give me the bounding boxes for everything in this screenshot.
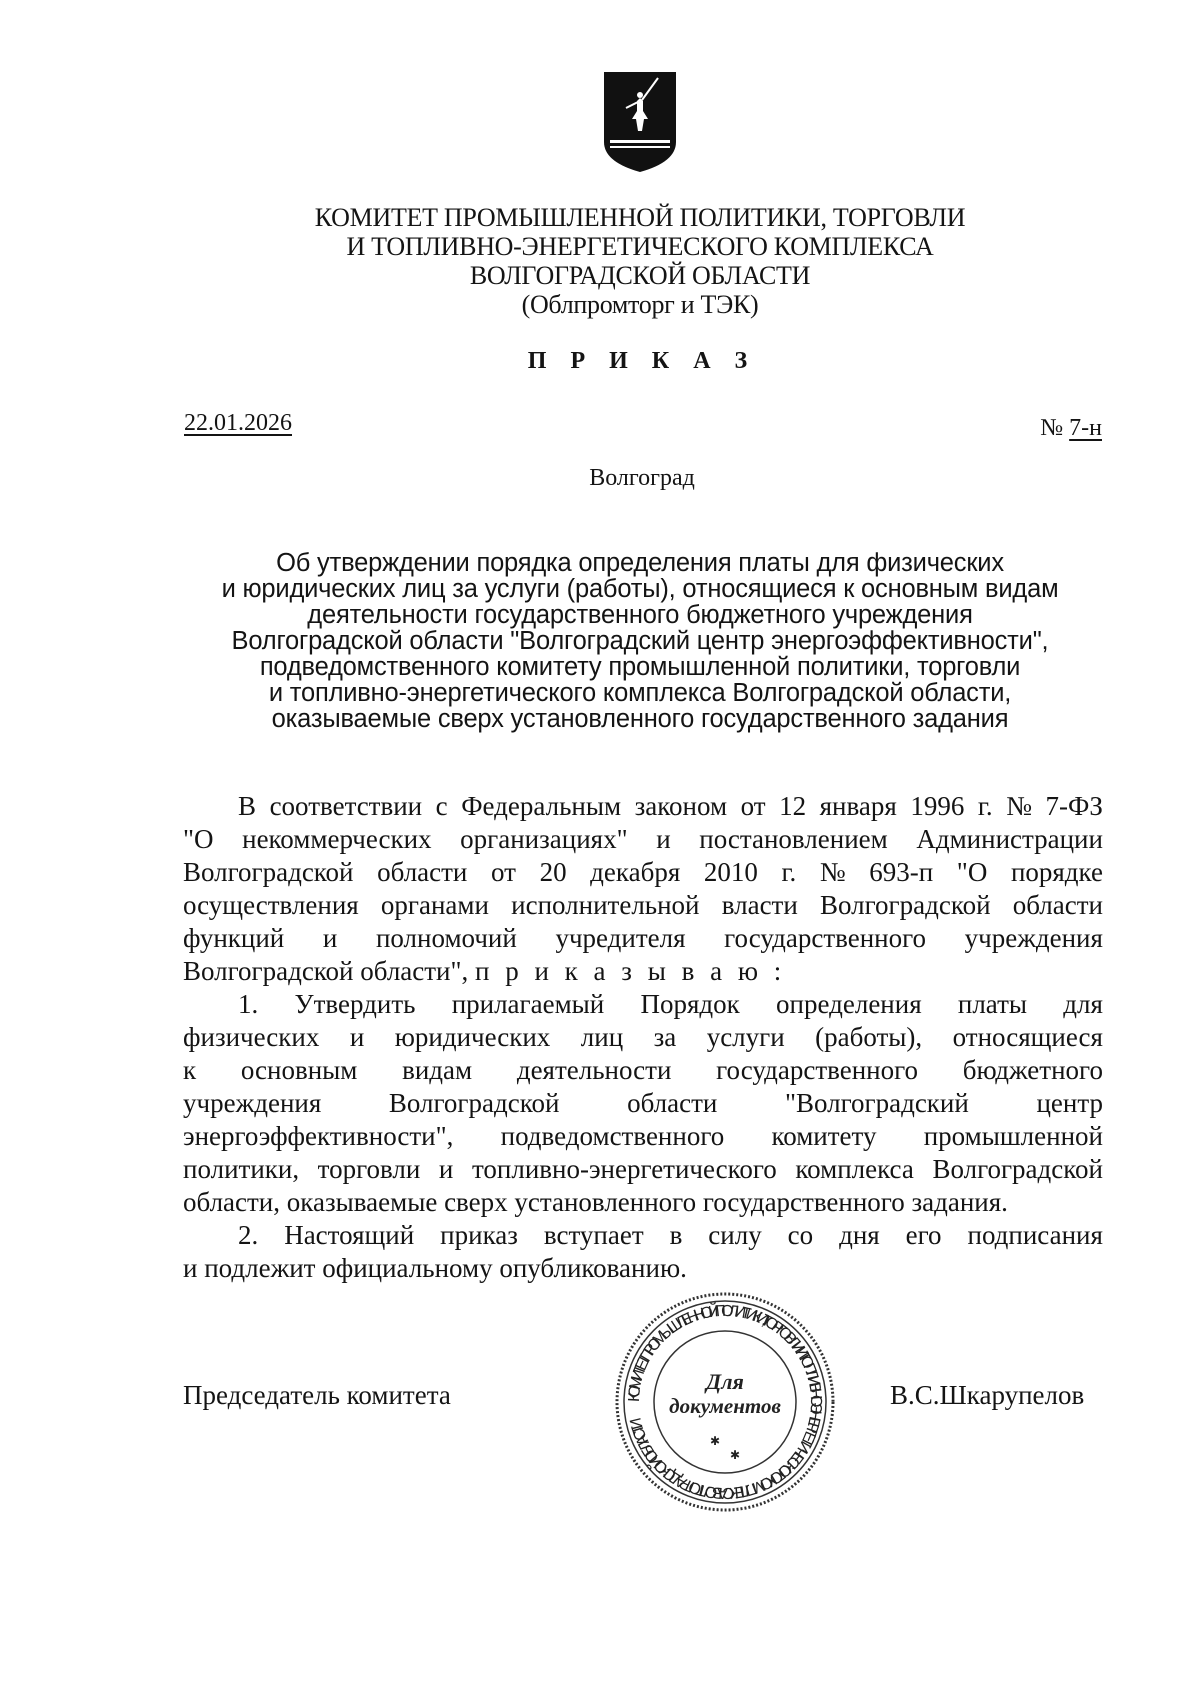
org-name-line: ВОЛГОГРАДСКОЙ ОБЛАСТИ	[469, 261, 811, 290]
word: организациях"	[460, 824, 628, 854]
item-1-last-line: области, оказываемые сверх установленного государственного задания.	[183, 1187, 1008, 1217]
word: №	[1006, 791, 1032, 821]
word: 20	[539, 857, 567, 887]
word: комплекса	[795, 1154, 914, 1184]
number-value: 7-н	[1069, 415, 1102, 441]
word: к	[183, 1055, 197, 1085]
word: торговли	[317, 1154, 421, 1184]
org-short-name: (Облпромторг и ТЭК)	[521, 290, 759, 319]
word: Федеральным	[461, 791, 622, 821]
org-name-line: КОМИТЕТ ПРОМЫШЛЕННОЙ ПОЛИТИКИ, ТОРГОВЛИ	[314, 203, 966, 232]
title-line: Волгоградской области "Волгоградский центр энергоэффективности",	[231, 627, 1049, 655]
document-title	[150, 550, 1130, 732]
word: государственного	[724, 923, 927, 953]
word: Настоящий	[284, 1220, 415, 1250]
document-city: Волгоград	[589, 465, 695, 491]
item-2-last-line: и подлежит официальному опубликованию.	[183, 1253, 687, 1283]
word: 12	[779, 791, 807, 821]
word: от	[491, 857, 516, 887]
body-line	[183, 823, 1103, 856]
document-date: 22.01.2026	[184, 410, 292, 436]
word: и	[438, 1154, 454, 1184]
word: власти	[721, 890, 798, 920]
word: исполнительной	[511, 890, 700, 920]
title-line: деятельности государственного бюджетного учреждения	[307, 601, 973, 629]
title-line: подведомственного комитету промышленной политики, торговли	[259, 653, 1021, 681]
org-name-line: И ТОПЛИВНО-ЭНЕРГЕТИЧЕСКОГО КОМПЛЕКСА	[346, 232, 934, 261]
word: вступает	[543, 1220, 644, 1250]
word: "О	[956, 857, 988, 887]
body-line	[183, 922, 1103, 955]
order-word: п р и к а з ы в а ю :	[475, 956, 786, 986]
word: 693-п	[869, 857, 934, 887]
seal-ring-text: КОМИТЕТ ПРОМЫШЛЕННОЙ ПОЛИТИКИ, ТОРГОВЛИ И ТОПЛИВНО-ЭНЕРГЕТИЧЕСКОГО КОМПЛЕКСА ВОЛГОГРАДСКОЙ ОБЛАСТИ	[625, 1302, 825, 1502]
word: "О	[183, 824, 214, 854]
word: относящиеся	[952, 1022, 1103, 1052]
word: учреждения	[183, 1088, 322, 1118]
item-1-line	[183, 988, 1103, 1021]
word: подписания	[967, 1220, 1103, 1250]
word: соответствии	[269, 791, 423, 821]
word: г.	[977, 791, 993, 821]
item-1-line	[183, 1021, 1103, 1054]
word: 1996	[910, 791, 965, 821]
word: бюджетного	[962, 1055, 1103, 1085]
word: лиц	[580, 1022, 624, 1052]
preamble-last-line: Волгоградской области",	[183, 956, 469, 986]
document-number	[1040, 415, 1102, 442]
word: энергоэффективности",	[183, 1121, 454, 1151]
word: области	[1012, 890, 1103, 920]
word: г.	[781, 857, 797, 887]
seal-star-icon: ✱	[710, 1434, 721, 1448]
title-line: Об утверждении порядка определения платы для физических	[276, 549, 1004, 577]
word: Волгоградской	[820, 890, 991, 920]
word: учредителя	[555, 923, 686, 953]
word: от	[740, 791, 766, 821]
word: основным	[240, 1055, 358, 1085]
word: Утвердить	[294, 989, 416, 1019]
seal-center-line: документов	[669, 1394, 781, 1418]
word: с	[435, 791, 448, 821]
word: порядке	[1010, 857, 1103, 887]
word: дня	[839, 1220, 880, 1250]
word: полномочий	[375, 923, 517, 953]
word: подведомственного	[500, 1121, 725, 1151]
seal-center-line: Для	[706, 1369, 744, 1394]
word: комитету	[771, 1121, 877, 1151]
word: 7-ФЗ	[1045, 791, 1103, 821]
word: топливно-энергетического	[471, 1154, 777, 1184]
body-line	[183, 856, 1103, 889]
word: силу	[708, 1220, 762, 1250]
word: физических	[183, 1022, 320, 1052]
word: государственного	[716, 1055, 919, 1085]
word: юридических	[394, 1022, 551, 1052]
signer-name: В.С.Шкарупелов	[890, 1380, 1085, 1410]
official-seal-stamp	[610, 1287, 840, 1517]
word: Порядок	[640, 989, 740, 1019]
word: и	[656, 824, 671, 854]
word: деятельности	[516, 1055, 672, 1085]
word: и	[349, 1022, 365, 1052]
word: законом	[634, 791, 728, 821]
word: прилагаемый	[451, 989, 605, 1019]
word: 2010	[703, 857, 758, 887]
title-line: и юридических лиц за услуги (работы), относящиеся к основным видам	[221, 575, 1059, 603]
org-header	[200, 203, 1080, 319]
item-1-line	[183, 1153, 1103, 1186]
word: политики,	[183, 1154, 300, 1184]
body-line	[183, 790, 1103, 823]
word: Волгоградской	[388, 1088, 560, 1118]
item-1-line	[183, 1087, 1103, 1120]
word: в	[669, 1220, 683, 1250]
number-sign: №	[1040, 415, 1064, 441]
item-2-line	[183, 1219, 1103, 1252]
word: за	[653, 1022, 677, 1052]
item-1-line	[183, 1054, 1103, 1087]
item-1-line	[183, 1120, 1103, 1153]
word: органами	[380, 890, 489, 920]
word: услуги	[706, 1022, 785, 1052]
seal-star-icon: ✱	[730, 1448, 741, 1462]
word: (работы),	[815, 1022, 923, 1052]
word: осуществления	[183, 890, 359, 920]
word: В	[238, 791, 257, 821]
word: Администрации	[916, 824, 1103, 854]
word: учреждения	[964, 923, 1103, 953]
word: его	[905, 1220, 942, 1250]
word: промышленной	[923, 1121, 1103, 1151]
document-type: П Р И К А З	[527, 348, 757, 374]
word: определения	[776, 989, 922, 1019]
word: и	[322, 923, 338, 953]
word: №	[819, 857, 846, 887]
word: Волгоградской	[183, 857, 354, 887]
body-line	[183, 955, 1103, 988]
word: 2.	[238, 1220, 259, 1250]
title-line: оказываемые сверх установленного государственного задания	[271, 705, 1009, 733]
word: видам	[402, 1055, 473, 1085]
word: для	[1063, 989, 1103, 1019]
word: некоммерческих	[242, 824, 432, 854]
signer-position: Председатель комитета	[183, 1380, 451, 1410]
word: Волгоградской	[932, 1154, 1103, 1184]
word: области	[377, 857, 468, 887]
coat-of-arms-icon	[602, 70, 678, 174]
word: центр	[1036, 1088, 1103, 1118]
document-body	[183, 790, 1103, 1285]
word: "Волгоградский	[784, 1088, 969, 1118]
title-line: и топливно-энергетического комплекса Волгоградской области,	[268, 679, 1012, 707]
word: платы	[957, 989, 1028, 1019]
body-line	[183, 889, 1103, 922]
word: функций	[183, 923, 285, 953]
word: 1.	[238, 989, 259, 1019]
word: области	[627, 1088, 718, 1118]
word: постановлением	[699, 824, 888, 854]
word: приказ	[440, 1220, 518, 1250]
word: со	[787, 1220, 814, 1250]
word: января	[819, 791, 897, 821]
word: декабря	[590, 857, 681, 887]
